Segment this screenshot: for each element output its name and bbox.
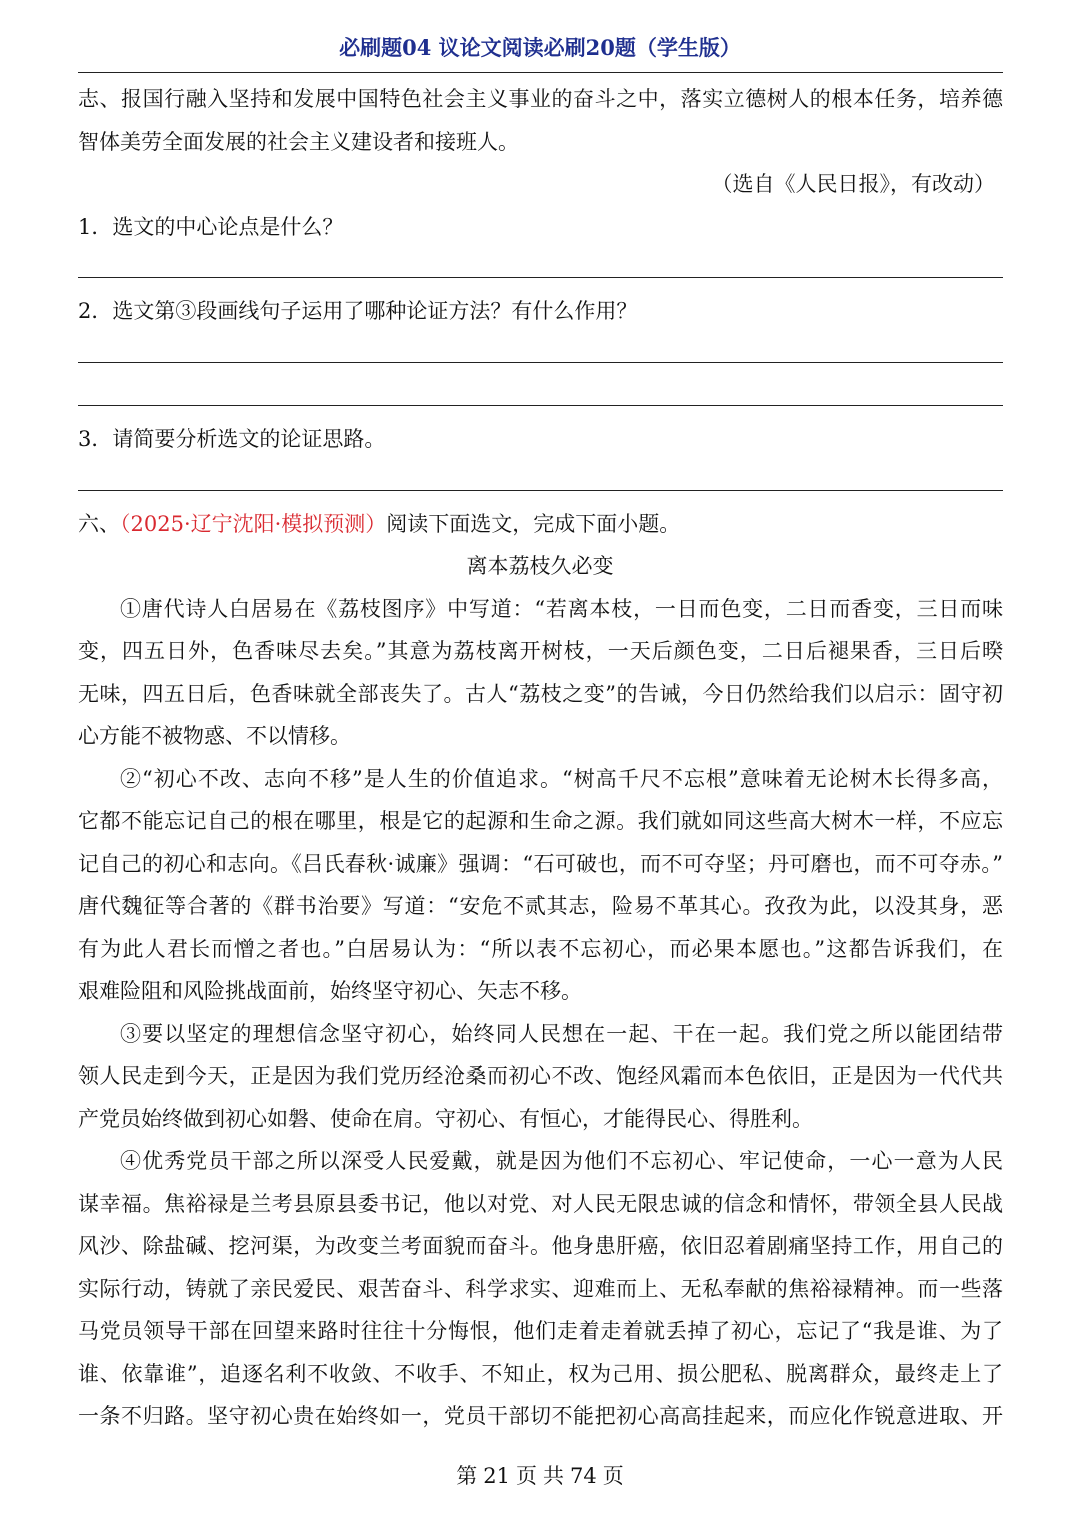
footer-ye: 页 [602,1464,624,1488]
footer-gong: 共 [543,1464,564,1488]
answer-line[interactable] [78,405,1003,406]
paragraph-line: 无味，四五日后，色香味就全部丧失了。古人“荔枝之变”的告诫，今日仍然给我们以启示：固守初 [78,682,1003,706]
paragraph-line: 谋幸福。焦裕禄是兰考县原县委书记，他以对党、对人民无限忠诚的信念和情怀，带领全县人民战 [78,1192,1003,1216]
paragraph-line: 有为此人君长而憎之者也。”白居易认为：“所以表不忘初心，而必果本愿也。”这都告诉我们，在 [78,937,1003,961]
article-title: 离本荔枝久必变 [466,554,614,578]
section-number: 六、 [78,512,120,536]
paragraph-line: 心方能不被物惑、不以情移。 [78,724,351,748]
paragraph-line: ①唐代诗人白居易在《荔枝图序》中写道：“若离本枝，一日而色变，二日而香变，三日而味 [120,597,1003,621]
answer-line[interactable] [78,362,1003,363]
paragraph-line: ④优秀党员干部之所以深受人民爱戴，就是因为他们不忘初心、牢记使命，一心一意为人民 [120,1149,1003,1173]
paragraph-line: 记自己的初心和志向。《吕氏春秋·诚廉》强调：“石可破也，而不可夺坚；丹可磨也，而不可夺赤。” [78,852,1003,876]
paragraph-line: ②“初心不改、志向不移”是人生的价值追求。“树高千尺不忘根”意味着无论树木长得多高， [120,767,1003,791]
paragraph-line: 唐代魏征等合著的《群书治要》写道：“安危不贰其志，险易不革其心。孜孜为此，以没其身，恶 [78,894,1003,918]
paragraph-line: 谁、依靠谁”，追逐名利不收敛、不收手、不知止，权为己用、损公肥私、脱离群众，最终走上了 [78,1362,1003,1386]
footer-di: 第 [456,1464,478,1488]
passage-line: 智体美劳全面发展的社会主义建设者和接班人。 [78,130,519,154]
paragraph-line: 它都不能忘记自己的根在哪里，根是它的起源和生命之源。我们就如同这些高大树木一样，不应忘 [78,809,1003,833]
question-2: 2．选文第③段画线句子运用了哪种论证方法？有什么作用？ [78,299,638,323]
section-heading [78,510,1003,538]
paragraph-line: 风沙、除盐碱、挖河渠，为改变兰考面貌而奋斗。他身患肝癌，依旧忍着剧痛坚持工作，用自己的 [78,1234,1003,1258]
passage-line: 志、报国行融入坚持和发展中国特色社会主义事业的奋斗之中，落实立德树人的根本任务，培养德 [78,87,1003,111]
paragraph-line: ③要以坚定的理想信念坚守初心，始终同人民想在一起、干在一起。我们党之所以能团结带 [120,1022,1003,1046]
question-3: 3．请简要分析选文的论证思路。 [78,427,386,451]
footer-ye: 页 [516,1464,537,1488]
answer-line[interactable] [78,490,1003,491]
answer-line[interactable] [78,277,1003,278]
paragraph-line: 马党员领导干部在回望来路时往往十分悔恨，他们走着走着就丢掉了初心，忘记了“我是谁、为了 [78,1319,1003,1343]
page-total: 74 [570,1464,597,1488]
source-tag: （2025·辽宁沈阳·模拟预测） [120,512,387,536]
paragraph-line: 艰难险阻和风险挑战面前，始终坚守初心、矢志不移。 [78,979,582,1003]
page-current: 21 [483,1464,510,1488]
paragraph-line: 变，四五日外，色香味尽去矣。”其意为荔枝离开树枝，一天后颜色变，二日后褪果香，三日后暌 [78,639,1003,663]
paragraph-line: 产党员始终做到初心如磐、使命在肩。守初心、有恒心，才能得民心、得胜利。 [78,1107,813,1131]
page-number-footer [0,1460,1080,1490]
header-divider [78,72,1003,73]
paragraph-line: 一条不归路。坚守初心贵在始终如一，党员干部切不能把初心高高挂起来，而应化作锐意进取、开 [78,1404,1003,1428]
document-header-title: 必刷题04 议论文阅读必刷20题（学生版） [339,35,741,60]
passage-source: （选自《人民日报》，有改动） [711,172,995,196]
question-1: 1．选文的中心论点是什么？ [78,215,344,239]
paragraph-line: 领人民走到今天，正是因为我们党历经沧桑而初心不改、饱经风霜而本色依旧，正是因为一代代共 [78,1064,1003,1088]
paragraph-line: 实际行动，铸就了亲民爱民、艰苦奋斗、科学求实、迎难而上、无私奉献的焦裕禄精神。而一些落 [78,1277,1003,1301]
section-instruction: 阅读下面选文，完成下面小题。 [386,512,681,536]
